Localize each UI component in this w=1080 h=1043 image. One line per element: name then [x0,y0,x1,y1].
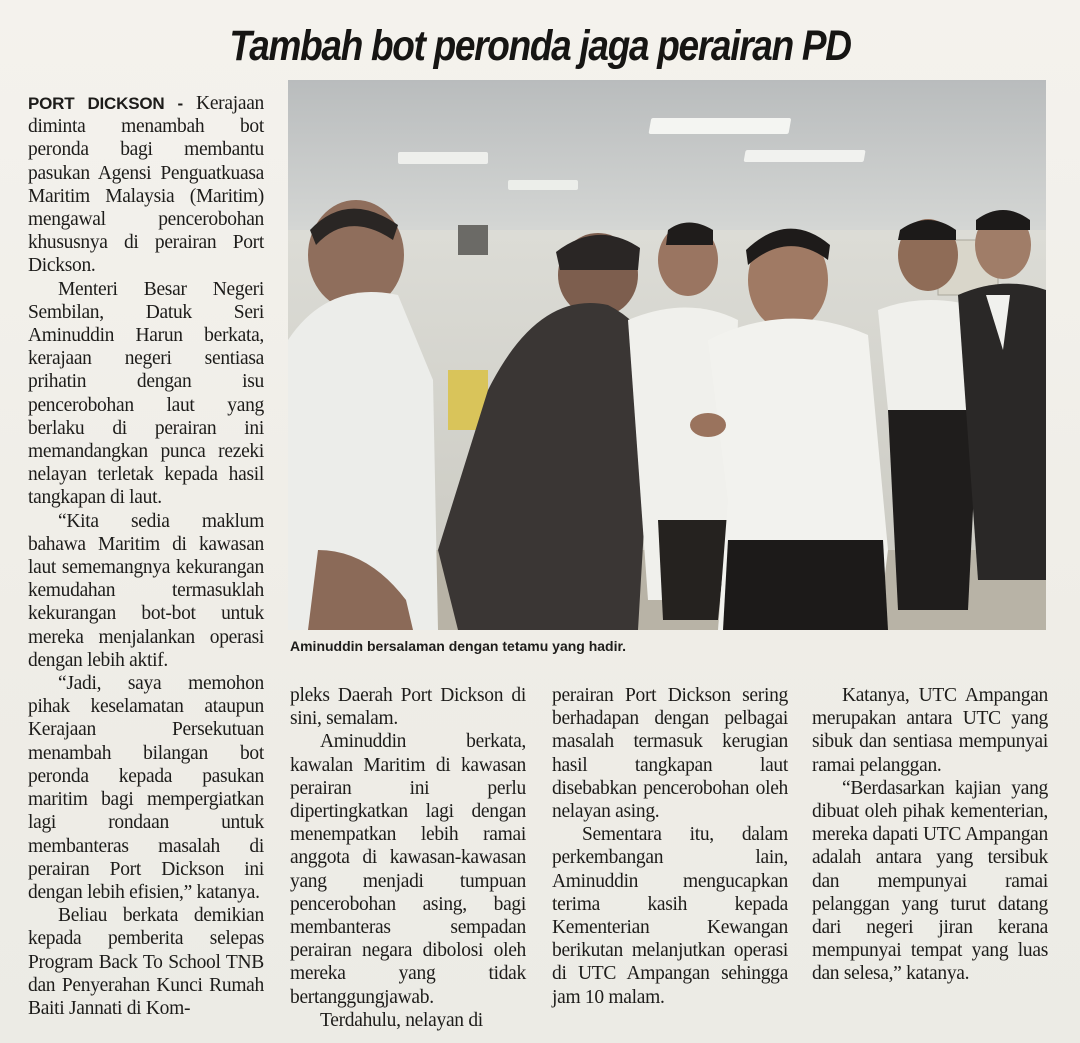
dateline: PORT DICKSON - [28,94,183,113]
news-photo [288,80,1046,630]
article-column-2 [290,684,526,1032]
paragraph: Katanya, UTC Ampangan merupakan antara UTC yang sibuk dan sentiasa mempunyai ramai pelanggan. [812,685,1048,776]
photo-caption: Aminuddin bersalaman dengan tetamu yang hadir. [290,638,627,654]
lead-text: Kerajaan diminta menambah bot peronda bagi membantu pasukan Agensi Penguatkuasa Maritim Malaysia (Maritim) mengawal pencerobohan khususnya di perairan Port Dickson. [28,93,264,277]
paragraph: Sementara itu, dalam perkembangan lain, Aminuddin mengucapkan terima kasih kepada Kementerian Kewangan berikutan melanjutkan operasi di UTC Ampangan sehingga jam 10 malam. [552,824,788,1008]
paragraph: Menteri Besar Negeri Sembilan, Datuk Seri Aminuddin Harun berkata, kerajaan negeri sentiasa prihatin dengan isu pencerobohan laut yang berlaku di perairan ini memandangkan punca rezeki nelayan terletak kepada hasil tangkapan di laut. [28,278,264,509]
paragraph: pleks Daerah Port Dickson di sini, semalam. [290,685,526,730]
article-column-3 [552,684,788,1009]
photo-illustration [288,80,1046,630]
paragraph: “Jadi, saya memohon pihak keselamatan ataupun Kerajaan Persekutuan menambah bilangan bot peronda kepada pasukan maritim bagi mempergiatkan lagi rondaan untuk membanteras masalah di perairan Port Dickson ini dengan lebih efisien,” katanya. [28,673,264,903]
paragraph: “Berdasarkan kajian yang dibuat oleh pihak kementerian, mereka dapati UTC Ampangan adalah antara yang tersibuk dan mempunyai ramai pelanggan yang turut datang dari negeri jiran kerana mempunyai tempat yang luas dan selesa,” katanya. [812,777,1048,985]
paragraph: Terdahulu, nelayan di [320,1009,483,1031]
paragraph: perairan Port Dickson sering berhadapan dengan pelbagai masalah termasuk kerugian hasil tangkapan laut disebabkan pencerobohan oleh nelayan asing. [552,685,788,823]
headline: Tambah bot peronda jaga perairan PD [229,22,851,70]
paragraph: Aminuddin berkata, kawalan Maritim di kawasan perairan ini perlu dipertingkatkan lagi dengan menempatkan lebih ramai anggota di kawasan-kawasan yang menjadi tumpuan pencerobohan asing, bagi membanteras sempadan perairan negara dibolosi oleh mereka yang tidak bertanggungjawab. [290,731,526,1008]
article-column-4 [812,684,1048,986]
paragraph: “Kita sedia maklum bahawa Maritim di kawasan laut sememangnya kekurangan kemudahan termasuklah kekurangan bot-bot untuk mereka menjalankan operasi dengan lebih aktif. [28,510,264,671]
paragraph: Beliau berkata demikian kepada pemberita selepas Program Back To School TNB dan Penyerahan Kunci Rumah Baiti Jannati di Kom- [28,905,264,1019]
article-column-1 [28,92,264,1020]
lead-paragraph [28,92,264,278]
